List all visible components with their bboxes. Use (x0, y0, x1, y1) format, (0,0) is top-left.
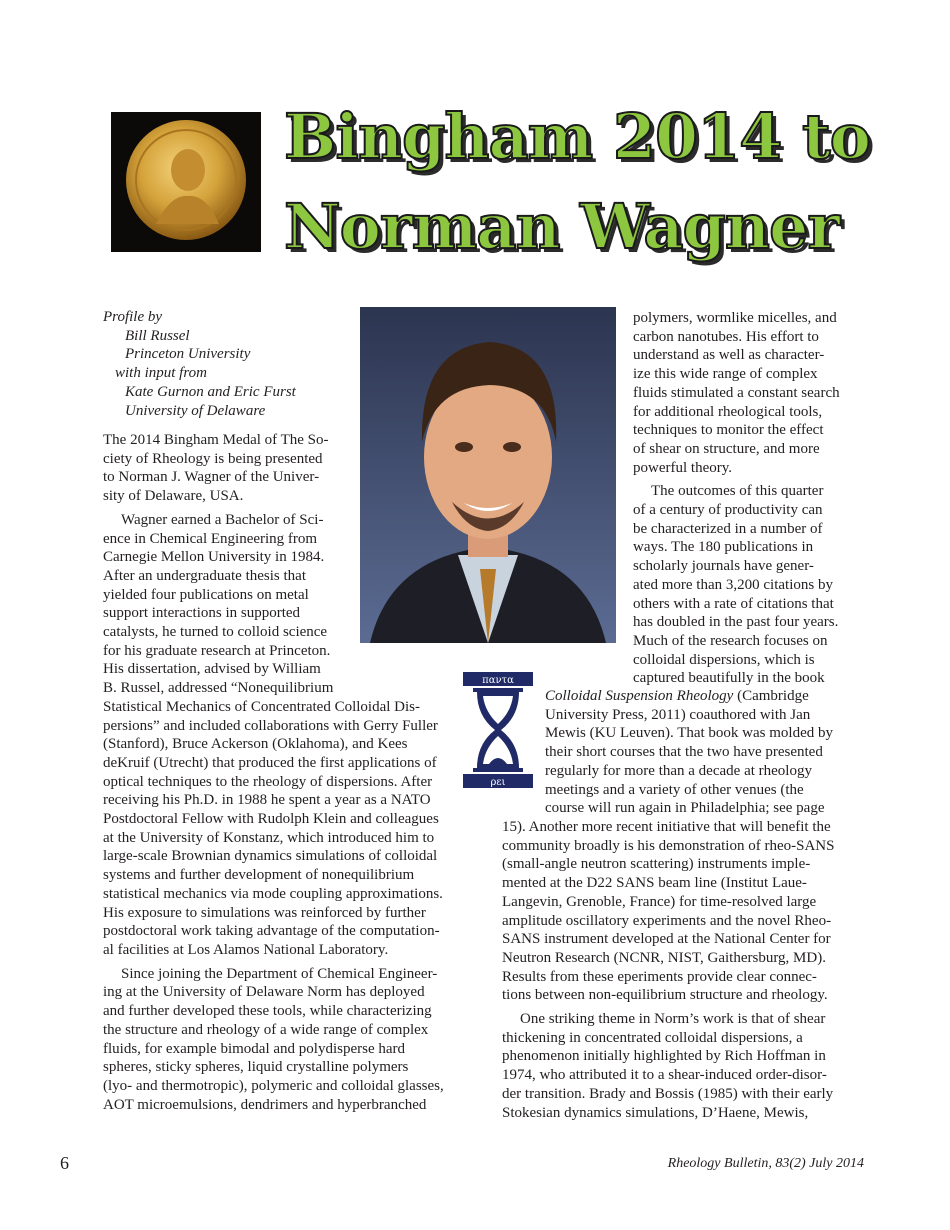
text-line: persions” and included collaborations with Gerry Fuller (103, 717, 438, 734)
title-line-1: Bingham 2014 to (284, 100, 870, 173)
byline-affiliation: Princeton University (125, 346, 251, 363)
byline-author: Bill Russel (125, 327, 190, 344)
text-line: Results from these eperiments provide clear connec- (502, 968, 817, 985)
text-line: course will run again in Philadelphia; see page (545, 800, 825, 817)
text-line: their short courses that the two have presented (545, 744, 823, 761)
text-line: large-scale Brownian dynamics simulations of colloidal (103, 848, 438, 865)
text-line: sity of Delaware, USA. (103, 488, 244, 505)
text-line: Mewis (KU Leuven). That book was molded by (545, 725, 834, 742)
text-line: thickening in concentrated colloidal dispersions, a (502, 1029, 803, 1046)
text-line (545, 687, 833, 706)
byline-contributors: Kate Gurnon and Eric Furst (125, 383, 296, 400)
text-line: and further developed these tools, while characterizing (103, 1003, 432, 1020)
text-line: others with a rate of citations that (633, 595, 834, 612)
logo-bottom-text: ρει (490, 777, 506, 788)
text-line: regularly for more than a decade at rheology (545, 762, 812, 779)
text-line: ways. The 180 publications in (633, 539, 814, 556)
text-line: One striking theme in Norm’s work is that of shear (520, 1011, 826, 1028)
text-line: 15). Another more recent initiative that will benefit the (502, 819, 831, 835)
column-left-text (103, 431, 444, 1114)
text-line: receiving his Ph.D. in 1988 he spent a year as a NATO (103, 792, 431, 809)
title-line-2: Norman Wagner (284, 190, 840, 263)
text-line: spheres, sticky spheres, liquid crystalline polymers (103, 1059, 409, 1076)
text-line: Stokesian dynamics simulations, D’Haene, Mewis, (502, 1104, 809, 1121)
text-line: of a century of productivity can (633, 502, 823, 519)
journal-citation: Rheology Bulletin, 83(2) July 2014 (667, 1156, 864, 1171)
text-line: ence in Chemical Engineering from (103, 530, 318, 547)
book-title: Colloidal Suspension Rheology (545, 688, 734, 704)
text-line: optical techniques to the rheology of dispersions. After (103, 773, 433, 790)
text-line: 1974, who attributed it to a shear-induced order-disor- (502, 1067, 827, 1084)
text-line: Neutron Research (NCNR, NIST, Gaithersburg, MD). (502, 949, 826, 966)
text-line: techniques to monitor the effect (633, 422, 824, 439)
text-fragment: (Cambridge (733, 688, 809, 704)
text-line: community broadly is his demonstration of rheo-SANS (502, 837, 835, 854)
article-title (284, 92, 884, 272)
text-line: statistical mechanics via mode coupling approximations. (103, 885, 443, 902)
text-line: phenomenon initially highlighted by Rich Hoffman in (502, 1048, 826, 1065)
text-line: postdoctoral work taking advantage of the computation- (103, 923, 440, 940)
text-line: ated more than 3,200 citations by (633, 576, 833, 593)
text-line: scholarly journals have gener- (633, 558, 814, 575)
text-line: yielded four publications on metal (103, 586, 309, 603)
society-logo (463, 672, 533, 788)
text-line: systems and further development of nonequilibrium (103, 867, 415, 884)
text-line: Wagner earned a Bachelor of Sci- (121, 511, 324, 528)
text-line: fluids stimulated a constant search (633, 384, 840, 401)
text-line: colloidal dispersions, which is (633, 651, 815, 668)
text-line: AOT microemulsions, dendrimers and hyperbranched (103, 1096, 427, 1113)
text-line: Statistical Mechanics of Concentrated Colloidal Dis- (103, 698, 421, 715)
text-line: captured beautifully in the book (633, 670, 825, 687)
text-line: Much of the research focuses on (633, 632, 828, 649)
text-line: amplitude oscillatory experiments and the novel Rheo- (502, 912, 832, 929)
text-line: catalysts, he turned to colloid science (103, 624, 328, 641)
text-line: (Stanford), Bruce Ackerson (Oklahoma), and Kees (103, 736, 408, 753)
page-number: 6 (60, 1153, 69, 1173)
text-line: fluids, for example bimodal and polydisperse hard (103, 1040, 406, 1057)
text-line: Since joining the Department of Chemical Engineer- (121, 965, 438, 982)
text-line: Carnegie Mellon University in 1984. (103, 549, 325, 566)
text-line: (small-angle neutron scattering) instruments imple- (502, 856, 811, 873)
text-line: the structure and rheology of a wide range of complex (103, 1021, 429, 1038)
text-line: Langevin, Grenoble, France) for time-resolved large (502, 893, 817, 910)
text-line: His dissertation, advised by William (103, 661, 321, 678)
text-line: Postdoctoral Fellow with Rudolph Klein and colleagues (103, 811, 439, 828)
text-line: be characterized in a number of (633, 520, 823, 537)
text-line: ciety of Rheology is being presented (103, 450, 323, 467)
text-line: to Norman J. Wagner of the Univer- (103, 469, 320, 486)
text-line: mented at the D22 SANS beam line (Institut Laue- (502, 875, 807, 892)
column-right-text (633, 309, 840, 688)
text-line: B. Russel, addressed “Nonequilibrium (103, 680, 334, 697)
column-middle-wrap-text (545, 687, 833, 818)
text-line: The 2014 Bingham Medal of The So- (103, 432, 329, 448)
text-line: SANS instrument developed at the National Center for (502, 931, 831, 948)
text-line: powerful theory. (633, 459, 732, 476)
text-line: ing at the University of Delaware Norm has deployed (103, 984, 425, 1001)
byline-line: with input from (115, 365, 207, 382)
text-line: polymers, wormlike micelles, and (633, 310, 837, 326)
text-line: carbon nanotubes. His effort to (633, 328, 819, 345)
bingham-medal-image (111, 112, 261, 252)
text-line: at the University of Konstanz, which introduced him to (103, 829, 435, 846)
text-line: for his graduate research at Princeton. (103, 642, 331, 659)
byline-line: Profile by (103, 309, 163, 325)
text-line: The outcomes of this quarter (651, 483, 824, 500)
text-line: for additional rheological tools, (633, 403, 823, 420)
text-line: of shear on structure, and more (633, 440, 820, 457)
text-line: al facilities at Los Alamos National Laboratory. (103, 941, 389, 958)
byline (103, 308, 353, 420)
column-middle-text (502, 818, 834, 1122)
byline-affiliation: University of Delaware (125, 402, 266, 419)
text-line: deKruif (Utrecht) that produced the first applications of (103, 754, 437, 771)
text-line: meetings and a variety of other venues (the (545, 781, 804, 798)
text-line: understand as well as character- (633, 347, 825, 364)
text-line: tions between non-equilibrium structure and rheology. (502, 987, 828, 1004)
text-line: ize this wide range of complex (633, 366, 818, 383)
text-line: University Press, 2011) coauthored with Jan (545, 706, 811, 723)
text-line: has doubled in the past four years. (633, 614, 839, 631)
text-line: His exposure to simulations was reinforced by further (103, 904, 426, 921)
text-line: (lyo- and thermotropic), polymeric and colloidal glasses, (103, 1077, 444, 1094)
text-line: After an undergraduate thesis that (103, 567, 306, 584)
logo-top-text: παντα (482, 675, 514, 686)
text-line: der transition. Brady and Bossis (1985) with their early (502, 1085, 834, 1102)
text-line: support interactions in supported (103, 605, 301, 622)
